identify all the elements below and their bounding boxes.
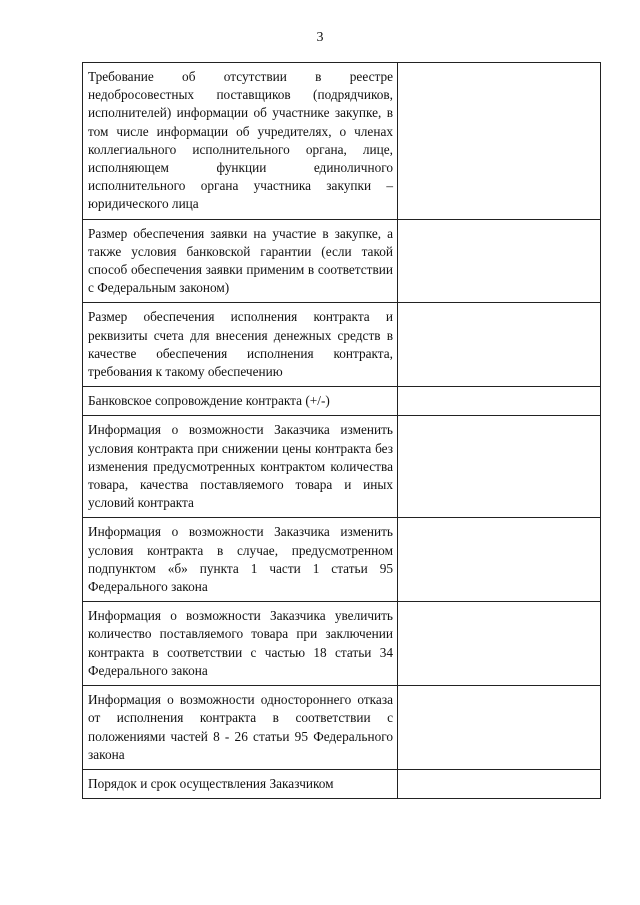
row-label: Информация о возможности Заказчика увеличить количество поставляемого товара при заключении контракта в соответствии с частью 18 статьи 34 Федерального закона	[83, 602, 398, 686]
table-row	[83, 303, 601, 387]
row-label: Информация о возможности одностороннего отказа от исполнения контракта в соответствии с положениями частей 8 - 26 статьи 95 Федерального закона	[83, 686, 398, 770]
row-label: Размер обеспечения исполнения контракта и реквизиты счета для внесения денежных средств в качестве обеспечения исполнения контракта, требования к такому обеспечению	[83, 303, 398, 387]
row-label: Банковское сопровождение контракта (+/-)	[83, 387, 398, 416]
row-value	[398, 416, 601, 518]
requirements-table	[82, 62, 601, 799]
table-row	[83, 686, 601, 770]
row-value	[398, 63, 601, 220]
table-row	[83, 769, 601, 798]
row-label: Информация о возможности Заказчика изменить условия контракта при снижении цены контракта без изменения предусмотренных контрактом количества товара, качества поставляемого товара и иных условий контракта	[83, 416, 398, 518]
table-row	[83, 387, 601, 416]
row-label: Порядок и срок осуществления Заказчиком	[83, 769, 398, 798]
table-row	[83, 63, 601, 220]
row-value	[398, 518, 601, 602]
table-row	[83, 219, 601, 303]
row-label: Информация о возможности Заказчика изменить условия контракта в случае, предусмотренном подпунктом «б» пункта 1 части 1 статьи 95 Федерального закона	[83, 518, 398, 602]
page-number: 3	[316, 30, 324, 45]
row-value	[398, 387, 601, 416]
row-label: Требование об отсутствии в реестре недобросовестных поставщиков (подрядчиков, исполнителей) информации об участнике закупке, в том числе информации об учредителях, о членах коллегиального исполнительного органа, лице, исполняющем функции единоличного исполнительного органа участника закупки – юридического лица	[83, 63, 398, 220]
row-value	[398, 219, 601, 303]
table-row	[83, 518, 601, 602]
row-label: Размер обеспечения заявки на участие в закупке, а также условия банковской гарантии (если такой способ обеспечения заявки применим в соответствии с Федеральным законом)	[83, 219, 398, 303]
row-value	[398, 686, 601, 770]
table-row	[83, 416, 601, 518]
table-row	[83, 602, 601, 686]
row-value	[398, 769, 601, 798]
row-value	[398, 303, 601, 387]
row-value	[398, 602, 601, 686]
